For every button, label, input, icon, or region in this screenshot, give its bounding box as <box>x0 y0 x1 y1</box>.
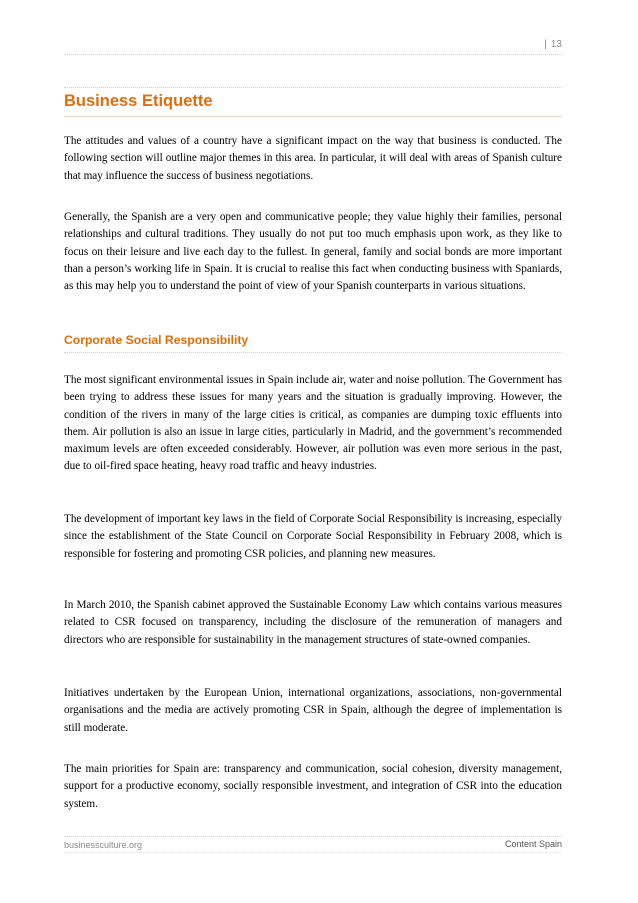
csr-paragraph-1: The most significant environmental issues in Spain include air, water and noise pollution. The Government has been trying to address these issues for many years and the situation is gradually improving. However, the condition of the rivers in many of the large cities is critical, as companies are dumping toxic effluents into them. Air pollution is also an issue in large cities, particularly in Madrid, and the government’s recommended maximum levels are often exceeded considerably. However, air pollution was even more serious in the past, due to oil-fired space heating, heavy road traffic and heavy industries. <box>64 374 562 473</box>
page-header <box>64 40 562 55</box>
subheading-underline <box>64 352 562 353</box>
intro-paragraph-2: Generally, the Spanish are a very open and communicative people; they value highly their families, personal relationships and cultural traditions. They usually do not put too much emphasis upon work, as they like to focus on their leisure and live each day to the fullest. In general, family and social bonds are more important than a person’s working life in Spain. It is crucial to realise this fact when conducting business with Spaniards, as this may help you to understand the point of view of your Spanish counterparts in various situations. <box>64 211 562 293</box>
intro-paragraph-1: The attitudes and values of a country have a significant impact on the way that business is conducted. The following section will outline major themes in this area. In particular, it will deal with areas of Spanish culture that may influence the success of business negotiations. <box>64 135 562 182</box>
heading-top-rule <box>64 87 562 88</box>
footer-rule <box>64 836 562 837</box>
footer-bottom-rule <box>64 852 562 853</box>
csr-paragraph-5: The main priorities for Spain are: transparency and communication, social cohesion, diversity management, support for a productive economy, socially responsible investment, and integration of CSR into the education system. <box>64 763 562 810</box>
csr-paragraph-4: Initiatives undertaken by the European Union, international organizations, associations, non-governmental organisations and the media are actively promoting CSR in Spain, although the degree of implementation is still moderate. <box>64 687 562 734</box>
page-number-value: 13 <box>550 39 562 50</box>
footer-publication: Content Spain <box>504 839 562 849</box>
page-number-separator: | <box>544 39 547 50</box>
page-number <box>544 39 562 50</box>
footer-website: businessculture.org <box>64 840 143 850</box>
heading-underline <box>64 116 562 117</box>
csr-paragraph-2: The development of important key laws in the field of Corporate Social Responsibility is increasing, especially since the establishment of the State Council on Corporate Social Responsibility in February 2008, which is responsible for fostering and promoting CSR policies, and planning new measures. <box>64 513 562 560</box>
subsection-heading: Corporate Social Responsibility <box>64 333 249 347</box>
csr-paragraph-3: In March 2010, the Spanish cabinet approved the Sustainable Economy Law which contains various measures related to CSR focused on transparency, including the disclosure of the remuneration of managers and directors who are responsible for sustainability in the management structures of state-owned companies. <box>64 599 562 646</box>
section-heading: Business Etiquette <box>64 92 213 110</box>
